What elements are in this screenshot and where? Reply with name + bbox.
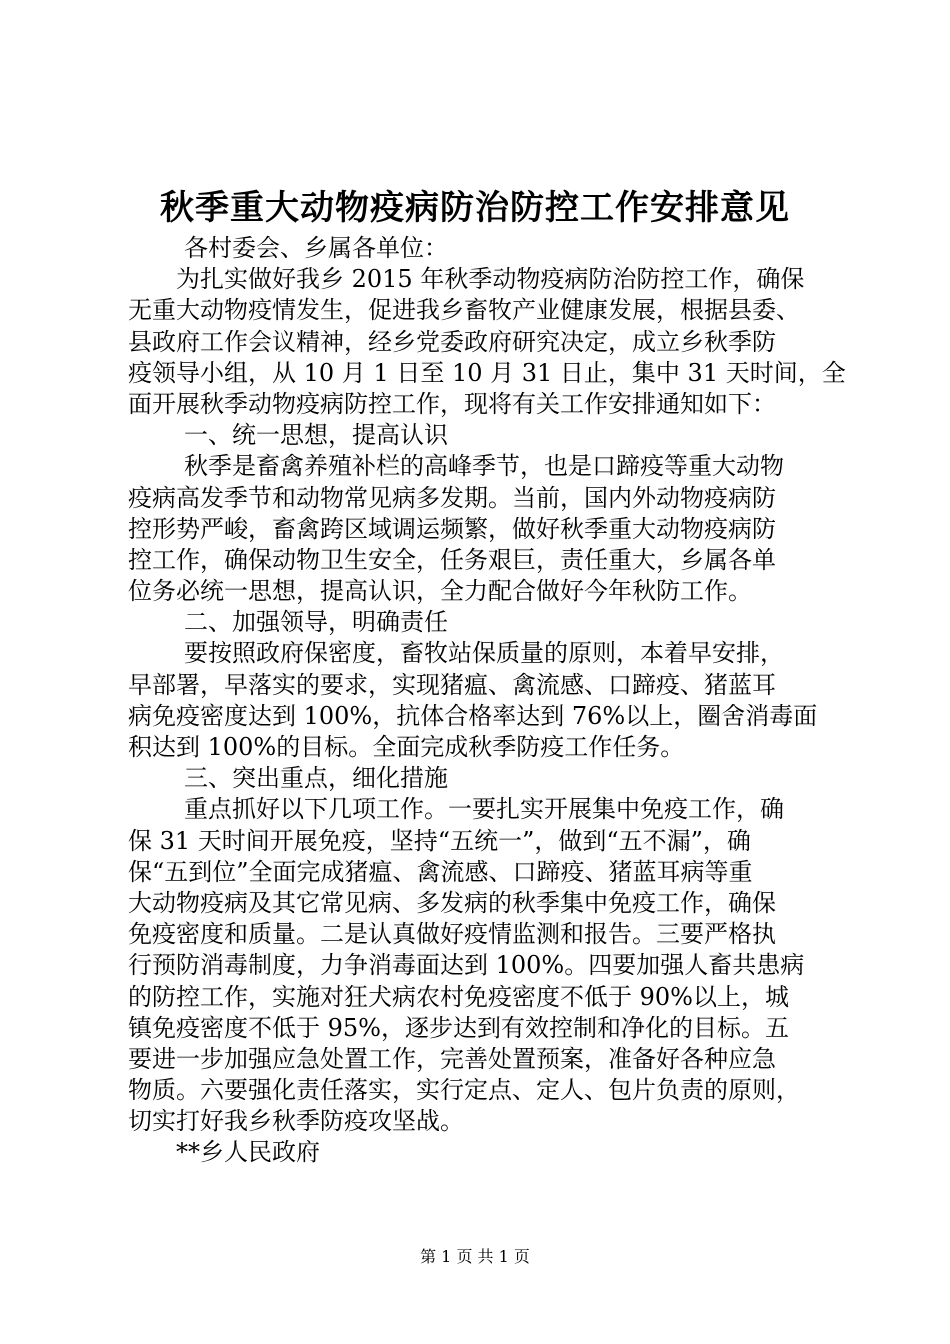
- section-line: 控工作，确保动物卫生安全，任务艰巨，责任重大，乡属各单: [128, 545, 776, 574]
- section-line: 的防控工作，实施对狂犬病农村免疫密度不低于 90%以上，城: [128, 982, 789, 1011]
- document-body: [128, 233, 846, 1169]
- salutation: 各村委会、乡属各单位：: [184, 234, 448, 262]
- section-line: 物质。六要强化责任落实，实行定点、定人、包片负责的原则，: [128, 1076, 800, 1105]
- page-number-footer: 第 1 页 共 1 页: [420, 1247, 530, 1266]
- section-heading: 一、统一思想，提高认识: [184, 421, 448, 450]
- intro-line: 为扎实做好我乡 2015 年秋季动物疫病防治防控工作，确保: [176, 265, 805, 294]
- intro-line: 疫领导小组，从 10 月 1 日至 10 月 31 日止，集中 31 天时间，全: [128, 358, 846, 387]
- section-line: 位务必统一思想，提高认识，全力配合做好今年秋防工作。: [128, 577, 752, 606]
- section-line: 重点抓好以下几项工作。一要扎实开展集中免疫工作，确: [184, 795, 784, 824]
- section-line: 要进一步加强应急处置工作，完善处置预案，准备好各种应急: [128, 1044, 776, 1073]
- section-heading: 二、加强领导，明确责任: [184, 608, 448, 637]
- section-heading: 三、突出重点，细化措施: [184, 764, 448, 793]
- section-line: 镇免疫密度不低于 95%，逐步达到有效控制和净化的目标。五: [128, 1013, 789, 1042]
- section-line: 秋季是畜禽养殖补栏的高峰季节，也是口蹄疫等重大动物: [184, 452, 784, 481]
- section-line: 切实打好我乡秋季防疫攻坚战。: [128, 1107, 464, 1136]
- document-title: 秋季重大动物疫病防治防控工作安排意见: [160, 188, 790, 228]
- section-line: 积达到 100%的目标。全面完成秋季防疫工作任务。: [128, 733, 685, 761]
- section-line: 疫病高发季节和动物常见病多发期。当前，国内外动物疫病防: [128, 483, 776, 512]
- intro-line: 面开展秋季动物疫病防控工作，现将有关工作安排通知如下：: [128, 389, 776, 418]
- section-line: 病免疫密度达到 100%，抗体合格率达到 76%以上，圈舍消毒面: [128, 701, 818, 730]
- intro-line: 县政府工作会议精神，经乡党委政府研究决定，成立乡秋季防: [128, 327, 776, 356]
- section-line: 要按照政府保密度，畜牧站保质量的原则，本着早安排，: [184, 639, 784, 668]
- section-line: 保 31 天时间开展免疫，坚持“五统一”，做到“五不漏”，确: [128, 826, 751, 855]
- section-line: 大动物疫病及其它常见病、多发病的秋季集中免疫工作，确保: [128, 888, 776, 917]
- signature: **乡人民政府: [176, 1138, 320, 1167]
- section-line: 行预防消毒制度，力争消毒面达到 100%。四要加强人畜共患病: [128, 951, 805, 980]
- section-line: 早部署，早落实的要求，实现猪瘟、禽流感、口蹄疫、猪蓝耳: [128, 670, 776, 699]
- section-line: 免疫密度和质量。二是认真做好疫情监测和报告。三要严格执: [128, 920, 776, 949]
- intro-line: 无重大动物疫情发生，促进我乡畜牧产业健康发展，根据县委、: [128, 296, 800, 325]
- section-line: 保“五到位”全面完成猪瘟、禽流感、口蹄疫、猪蓝耳病等重: [128, 857, 753, 886]
- section-line: 控形势严峻，畜禽跨区域调运频繁，做好秋季重大动物疫病防: [128, 514, 776, 543]
